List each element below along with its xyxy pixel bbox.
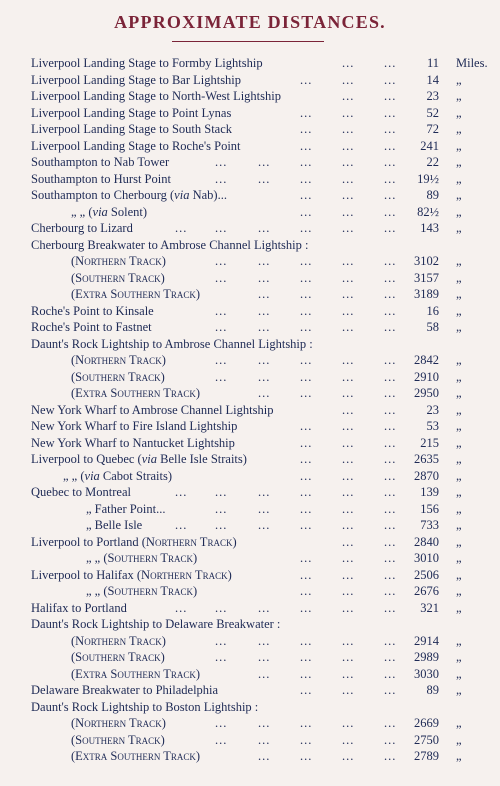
route-label xyxy=(31,237,309,254)
route-label xyxy=(31,682,218,699)
distance-value: 89 xyxy=(426,188,439,202)
leader-dots: ... ... ... ... ... xyxy=(215,171,397,186)
ditto-mark: „ xyxy=(456,386,462,400)
title-underline xyxy=(172,41,324,42)
ditto-mark: „ xyxy=(456,534,462,549)
distance-value: 89 xyxy=(426,683,439,697)
distance-row xyxy=(0,402,500,419)
distance-row xyxy=(0,154,500,171)
ditto-mark: „ xyxy=(456,485,462,499)
leader-dots: ... ... ... ... ... xyxy=(215,254,397,268)
leader-dots: ... ... ... ... ... xyxy=(215,501,397,516)
leader-dots: ... ... ... xyxy=(300,188,397,202)
distance-group-heading xyxy=(0,237,500,254)
ditto-mark: „ xyxy=(456,650,462,664)
distance-value: 82½ xyxy=(417,204,439,219)
ditto-mark: „ xyxy=(456,749,462,763)
distance-value: 139 xyxy=(420,485,439,499)
leader-dots: ... ... ... ... ... ... xyxy=(175,518,397,532)
route-label-segment: Liverpool Landing Stage to Formby Lightship xyxy=(31,56,263,70)
distance-group-heading xyxy=(0,699,500,716)
ditto-mark: „ xyxy=(456,452,462,466)
distance-value: 156 xyxy=(420,501,439,516)
distance-row xyxy=(0,88,500,105)
route-label xyxy=(31,220,133,237)
route-label xyxy=(31,319,152,336)
distance-row xyxy=(0,583,500,600)
distance-row xyxy=(0,105,500,122)
distance-row xyxy=(0,286,500,303)
distance-row xyxy=(0,600,500,617)
ditto-mark: „ xyxy=(456,716,462,730)
distance-row xyxy=(0,369,500,386)
distance-row xyxy=(0,567,500,584)
leader-dots: ... ... ... ... ... xyxy=(215,650,397,664)
route-label-segment: „ „ ( xyxy=(63,468,85,483)
leader-dots: ... ... ... xyxy=(300,72,397,87)
distance-value: 22 xyxy=(426,155,439,169)
leader-dots: ... ... ... ... ... ... xyxy=(175,221,397,235)
leader-dots: ... ... ... ... ... xyxy=(215,320,397,334)
route-label-segment: Halifax to Portland xyxy=(31,600,127,615)
unit-label: Miles. xyxy=(456,56,488,70)
route-label-segment: Cherbourg Breakwater to Ambrose Channel Lightship : xyxy=(31,237,309,252)
route-label-segment: Southampton to Hurst Point xyxy=(31,171,171,186)
route-label xyxy=(31,187,227,204)
route-label xyxy=(71,253,166,270)
distance-row xyxy=(0,715,500,732)
route-label xyxy=(31,402,273,419)
leader-dots: ... ... ... ... xyxy=(258,749,397,763)
ditto-mark: „ xyxy=(456,584,462,598)
distance-row xyxy=(0,517,500,534)
route-label xyxy=(86,517,142,534)
route-label xyxy=(31,105,231,122)
distance-row xyxy=(0,319,500,336)
ditto-mark: „ xyxy=(456,435,462,450)
route-label xyxy=(71,732,165,749)
ditto-mark: „ xyxy=(456,320,462,334)
ditto-mark: „ xyxy=(456,666,462,681)
route-label-segment: Liverpool Landing Stage to Point Lynas xyxy=(31,105,232,120)
route-label xyxy=(71,748,200,765)
distance-group-heading xyxy=(0,336,500,353)
leader-dots: ... ... ... ... ... ... xyxy=(175,600,397,615)
distance-row xyxy=(0,352,500,369)
leader-dots: ... ... ... ... ... xyxy=(215,155,397,169)
leader-dots: ... ... ... xyxy=(300,468,397,483)
leader-dots: ... ... ... ... ... xyxy=(215,633,397,648)
route-label-segment: Southampton to Nab Tower xyxy=(31,155,170,169)
ditto-mark: „ xyxy=(456,171,462,186)
route-label-segment: Roche's Point to Fastnet xyxy=(31,320,152,334)
route-label-segment: Solent) xyxy=(107,204,148,219)
route-label xyxy=(71,385,200,402)
route-label xyxy=(31,303,154,320)
distance-row xyxy=(0,501,500,518)
distance-value: 3157 xyxy=(414,270,439,285)
leader-dots: ... ... ... xyxy=(300,551,397,565)
route-label-segment: „ „ ( xyxy=(86,551,108,565)
distance-row xyxy=(0,451,500,468)
route-label-segment: Liverpool Landing Stage to North-West Lightship xyxy=(31,89,281,103)
distance-value: 2842 xyxy=(414,353,439,367)
route-label-segment: (Extra Southern Track) xyxy=(71,386,201,400)
route-label xyxy=(31,435,235,452)
distance-value: 2676 xyxy=(414,584,439,598)
distance-row xyxy=(0,534,500,551)
page-title: APPROXIMATE DISTANCES. xyxy=(114,12,386,32)
distance-row xyxy=(0,550,500,567)
leader-dots: ... ... xyxy=(342,89,397,103)
route-label-segment: Cherbourg to Lizard xyxy=(31,221,133,235)
route-label xyxy=(31,336,313,353)
leader-dots: ... ... ... xyxy=(300,204,397,219)
distance-value: 53 xyxy=(426,419,439,433)
route-label-segment: (Southern Track) xyxy=(71,270,165,285)
distance-value: 215 xyxy=(420,435,439,450)
distance-row xyxy=(0,633,500,650)
distance-row xyxy=(0,253,500,270)
route-label-segment: Daunt's Rock Lightship to Boston Lightship : xyxy=(31,699,259,714)
distance-value: 23 xyxy=(426,402,439,417)
route-label-segment: Belle Isle Straits) xyxy=(157,452,247,466)
route-label-segment: (Extra Southern Track) xyxy=(71,749,201,763)
distance-row xyxy=(0,121,500,138)
route-label-segment: (Extra Southern Track) xyxy=(71,666,201,681)
route-label xyxy=(86,550,197,567)
distance-row xyxy=(0,732,500,749)
leader-dots: ... ... ... ... ... xyxy=(215,353,397,367)
distance-value: 2669 xyxy=(414,716,439,730)
route-label-segment: (Northern Track) xyxy=(71,353,166,367)
route-label-segment: Quebec to Montreal xyxy=(31,485,131,499)
distance-group-heading xyxy=(0,616,500,633)
distance-row xyxy=(0,303,500,320)
ditto-mark: „ xyxy=(456,204,462,219)
route-label-segment: New York Wharf to Nantucket Lightship xyxy=(31,435,235,450)
route-label-segment: ) xyxy=(232,534,237,549)
distance-row xyxy=(0,220,500,237)
route-label xyxy=(71,352,166,369)
ditto-mark: „ xyxy=(456,105,462,120)
route-label-segment: Roche's Point to Kinsale xyxy=(31,303,154,318)
ditto-mark: „ xyxy=(456,402,462,417)
route-label-segment: (Northern Track) xyxy=(71,633,166,648)
distance-value: 2506 xyxy=(414,567,439,582)
distance-value: 143 xyxy=(420,221,439,235)
distance-row xyxy=(0,748,500,765)
route-label-segment: Liverpool Landing Stage to Bar Lightship xyxy=(31,72,242,87)
route-label xyxy=(71,666,200,683)
ditto-mark: „ xyxy=(456,633,462,648)
route-label-segment: Delaware Breakwater to Philadelphia xyxy=(31,683,219,697)
route-label xyxy=(63,468,172,485)
distance-value: 241 xyxy=(420,138,439,153)
distance-value: 2989 xyxy=(414,650,439,664)
ditto-mark: „ xyxy=(456,468,462,483)
distance-row xyxy=(0,171,500,188)
distance-row xyxy=(0,385,500,402)
ditto-mark: „ xyxy=(456,122,462,136)
distance-row xyxy=(0,270,500,287)
route-label-segment: New York Wharf to Ambrose Channel Lightship xyxy=(31,402,274,417)
leader-dots: ... ... ... ... ... xyxy=(215,303,397,318)
leader-dots: ... ... xyxy=(342,56,397,70)
route-label-segment: „ „ ( xyxy=(71,204,93,219)
leader-dots: ... ... ... ... ... xyxy=(215,732,397,747)
leader-dots: ... ... ... ... xyxy=(258,287,397,301)
route-label xyxy=(31,699,258,716)
route-label-segment: Liverpool to Halifax ( xyxy=(31,567,142,582)
ditto-mark: „ xyxy=(456,254,462,268)
ditto-mark: „ xyxy=(456,89,462,103)
route-label xyxy=(71,270,165,287)
distance-row xyxy=(0,72,500,89)
distance-row xyxy=(0,418,500,435)
route-label xyxy=(31,616,280,633)
route-label-segment: „ „ ( xyxy=(86,584,108,598)
leader-dots: ... ... ... ... ... xyxy=(215,716,397,730)
leader-dots: ... ... ... ... ... ... xyxy=(175,485,397,499)
distance-value: 2750 xyxy=(414,732,439,747)
leader-dots: ... ... ... xyxy=(300,435,397,450)
distance-row xyxy=(0,55,500,72)
distance-value: 3102 xyxy=(414,254,439,268)
leader-dots: ... ... ... xyxy=(300,567,397,582)
distance-row xyxy=(0,649,500,666)
distance-row xyxy=(0,435,500,452)
leader-dots: ... ... ... xyxy=(300,122,397,136)
leader-dots: ... ... ... xyxy=(300,584,397,598)
route-label-segment: Nab)... xyxy=(189,188,227,202)
route-label-segment: via xyxy=(84,468,100,483)
route-label-segment: „ Belle Isle xyxy=(86,518,143,532)
route-label-segment: Liverpool Landing Stage to South Stack xyxy=(31,122,233,136)
distance-value: 11 xyxy=(426,56,439,70)
route-label xyxy=(31,121,232,138)
route-label xyxy=(31,534,237,551)
route-label-segment: ) xyxy=(193,551,198,565)
route-label-segment: (Southern Track) xyxy=(71,732,165,747)
route-label-segment: Cabot Straits) xyxy=(99,468,173,483)
ditto-mark: „ xyxy=(456,501,462,516)
route-label xyxy=(31,72,241,89)
route-label-segment: Daunt's Rock Lightship to Ambrose Channel Lightship : xyxy=(31,336,313,351)
ditto-mark: „ xyxy=(456,303,462,318)
distance-value: 19½ xyxy=(417,171,439,186)
route-label xyxy=(71,369,165,386)
route-label-segment: (Extra Southern Track) xyxy=(71,287,201,301)
ditto-mark: „ xyxy=(456,369,462,384)
distance-value: 58 xyxy=(426,320,439,334)
distance-value: 3010 xyxy=(414,551,439,565)
distance-value: 16 xyxy=(426,303,439,318)
distance-value: 321 xyxy=(420,600,439,615)
leader-dots: ... ... ... ... xyxy=(258,386,397,400)
leader-dots: ... ... ... xyxy=(300,138,397,153)
route-label xyxy=(71,633,166,650)
route-label xyxy=(31,138,241,155)
leader-dots: ... ... ... ... ... xyxy=(215,369,397,384)
leader-dots: ... ... xyxy=(342,402,397,417)
route-label-segment: Southern Track xyxy=(107,551,194,565)
distance-value: 14 xyxy=(426,72,439,87)
route-label xyxy=(31,600,127,617)
route-label xyxy=(86,501,166,518)
distance-value: 3030 xyxy=(414,666,439,681)
distance-value: 2950 xyxy=(414,386,439,400)
route-label xyxy=(31,418,237,435)
route-label-segment: Liverpool to Quebec ( xyxy=(31,452,142,466)
ditto-mark: „ xyxy=(456,732,462,747)
route-label-segment: Northern Track xyxy=(141,567,228,582)
route-label-segment: ) xyxy=(193,584,198,598)
route-label xyxy=(86,583,197,600)
route-label-segment: (Northern Track) xyxy=(71,254,166,268)
route-label xyxy=(31,484,131,501)
ditto-mark: „ xyxy=(456,155,462,169)
ditto-mark: „ xyxy=(456,72,462,87)
route-label xyxy=(31,154,169,171)
ditto-mark: „ xyxy=(456,353,462,367)
distance-row xyxy=(0,138,500,155)
ditto-mark: „ xyxy=(456,683,462,697)
ditto-mark: „ xyxy=(456,567,462,582)
route-label-segment: Southampton to Cherbourg ( xyxy=(31,188,175,202)
distance-row xyxy=(0,468,500,485)
route-label-segment: via xyxy=(174,188,190,202)
leader-dots: ... ... ... xyxy=(300,419,397,433)
route-label xyxy=(71,286,200,303)
route-label-segment: (Northern Track) xyxy=(71,716,166,730)
route-label-segment: Liverpool to Portland ( xyxy=(31,534,146,549)
distance-value: 2635 xyxy=(414,452,439,466)
distance-value: 52 xyxy=(426,105,439,120)
route-label xyxy=(71,649,165,666)
route-label xyxy=(31,55,263,72)
route-label-segment: Liverpool Landing Stage to Roche's Point xyxy=(31,138,241,153)
distance-value: 23 xyxy=(426,89,439,103)
ditto-mark: „ xyxy=(456,551,462,565)
distance-row xyxy=(0,682,500,699)
distance-row xyxy=(0,484,500,501)
route-label-segment: Southern Track xyxy=(107,584,194,598)
distance-value: 2914 xyxy=(414,633,439,648)
route-label-segment: ) xyxy=(227,567,232,582)
distance-value: 72 xyxy=(426,122,439,136)
leader-dots: ... ... ... ... ... xyxy=(215,270,397,285)
route-label-segment: (Southern Track) xyxy=(71,369,165,384)
distance-value: 3189 xyxy=(414,287,439,301)
route-label-segment: „ Father Point... xyxy=(86,501,166,516)
leader-dots: ... ... xyxy=(342,534,397,549)
leader-dots: ... ... ... xyxy=(300,105,397,120)
route-label-segment: Northern Track xyxy=(145,534,233,549)
leader-dots: ... ... ... ... xyxy=(258,666,397,681)
route-label-segment: via xyxy=(92,204,108,219)
distance-row xyxy=(0,187,500,204)
ditto-mark: „ xyxy=(456,287,462,301)
route-label xyxy=(71,204,147,221)
route-label xyxy=(31,451,247,468)
distance-row xyxy=(0,204,500,221)
ditto-mark: „ xyxy=(456,138,462,153)
ditto-mark: „ xyxy=(456,600,462,615)
ditto-mark: „ xyxy=(456,188,462,202)
route-label xyxy=(31,88,281,105)
distance-table xyxy=(0,55,500,765)
ditto-mark: „ xyxy=(456,518,462,532)
distance-value: 2870 xyxy=(414,468,439,483)
distance-value: 2910 xyxy=(414,369,439,384)
leader-dots: ... ... ... xyxy=(300,683,397,697)
ditto-mark: „ xyxy=(456,419,462,433)
route-label xyxy=(31,171,171,188)
route-label xyxy=(31,567,232,584)
route-label xyxy=(71,715,166,732)
distance-row xyxy=(0,666,500,683)
distance-value: 733 xyxy=(420,518,439,532)
ditto-mark: „ xyxy=(456,270,462,285)
ditto-mark: „ xyxy=(456,221,462,235)
distance-value: 2789 xyxy=(414,749,439,763)
route-label-segment: (Southern Track) xyxy=(71,650,165,664)
route-label-segment: via xyxy=(141,452,158,466)
distance-value: 2840 xyxy=(414,534,439,549)
leader-dots: ... ... ... xyxy=(300,452,397,466)
route-label-segment: Daunt's Rock Lightship to Delaware Breakwater : xyxy=(31,617,281,631)
route-label-segment: New York Wharf to Fire Island Lightship xyxy=(31,419,238,433)
